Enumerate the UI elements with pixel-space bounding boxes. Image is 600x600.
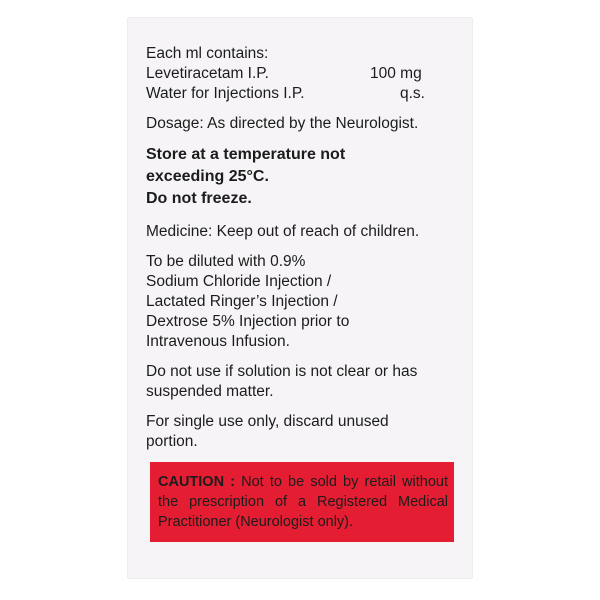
dilution-line: Dextrose 5% Injection prior to: [146, 313, 350, 330]
storage-line: Store at a temperature not: [146, 146, 346, 163]
dilution-line: To be diluted with 0.9%: [146, 253, 306, 270]
caution-label: CAUTION :: [158, 474, 242, 490]
composition-header: Each ml contains:: [146, 45, 269, 62]
medicine-warning: Medicine: Keep out of reach of children.: [146, 223, 420, 240]
ingredient-amount: 100 mg: [370, 65, 422, 82]
dilution-instructions: [146, 252, 472, 352]
dilution-line: Intravenous Infusion.: [146, 333, 290, 350]
composition-row: [146, 64, 472, 84]
ingredient-name: Water for Injections I.P.: [146, 85, 305, 102]
solution-warning-line: suspended matter.: [146, 383, 274, 400]
dilution-line: Lactated Ringer’s Injection /: [146, 293, 338, 310]
ingredient-amount: q.s.: [400, 85, 425, 102]
composition-section: [146, 44, 472, 104]
freeze-warning: Do not freeze.: [146, 190, 252, 207]
dosage-text: Dosage: As directed by the Neurologist.: [146, 115, 419, 132]
caution-text: Not to be sold by retail without the prescription of a Registered Medical Practitioner (Neurologist only).: [158, 474, 448, 530]
solution-warning: [146, 362, 472, 402]
storage-line: exceeding 25°C.: [146, 168, 269, 185]
single-use-line: portion.: [146, 433, 198, 450]
drug-label: [128, 18, 472, 578]
single-use-note: [146, 412, 472, 452]
caution-box: [150, 462, 454, 542]
solution-warning-line: Do not use if solution is not clear or has: [146, 363, 418, 380]
ingredient-name: Levetiracetam I.P.: [146, 65, 269, 82]
dilution-line: Sodium Chloride Injection /: [146, 273, 332, 290]
storage-instructions: [146, 144, 472, 210]
composition-row: [146, 84, 472, 104]
single-use-line: For single use only, discard unused: [146, 413, 389, 430]
